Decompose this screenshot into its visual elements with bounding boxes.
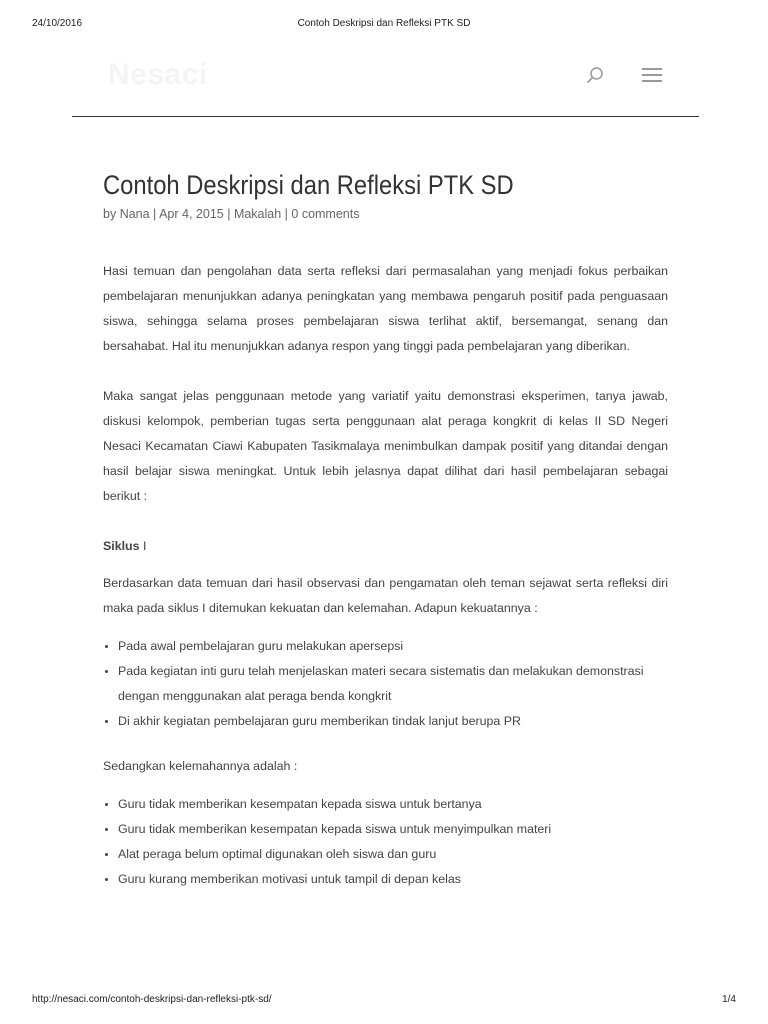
print-title: Contoh Deskripsi dan Refleksi PTK SD <box>297 18 471 29</box>
list-item: • Di akhir kegiatan pembelajaran guru memberikan tindak lanjut berupa PR <box>118 709 668 734</box>
list-item: • Guru tidak memberikan kesempatan kepada siswa untuk bertanya <box>118 792 668 817</box>
print-page-number: 1/4 <box>722 994 736 1005</box>
siklus-heading-bold: Siklus <box>103 539 140 553</box>
paragraph: Hasi temuan dan pengolahan data serta refleksi dari permasalahan yang menjadi fokus perbaikan pembelajaran menunjukkan adanya peningkatan yang membawa pengaruh positif pada penguasaan siswa, sehingga selama proses pembelajaran siswa terlihat aktif, bersemangat, senang dan bersahabat. Hal itu menunjukkan adanya respon yang tinggi pada pembelajaran yang diberikan. <box>103 264 668 353</box>
kekuatan-list <box>103 634 668 734</box>
list-item: • Guru kurang memberikan motivasi untuk tampil di depan kelas <box>118 867 668 892</box>
kelemahan-list <box>103 792 668 892</box>
post-content <box>103 259 668 892</box>
print-header <box>32 18 736 32</box>
meta-separator: | <box>149 207 160 221</box>
meta-separator: | <box>223 207 234 221</box>
post-title: Contoh Deskripsi dan Refleksi PTK SD <box>103 170 514 200</box>
print-url: http://nesaci.com/contoh-deskripsi-dan-refleksi-ptk-sd/ <box>32 994 272 1005</box>
list-item: • Pada awal pembelajaran guru melakukan apersepsi <box>118 634 668 659</box>
meta-author-link[interactable]: Nana <box>119 207 150 221</box>
print-footer <box>32 994 736 1008</box>
meta-date: Apr 4, 2015 <box>159 207 224 221</box>
site-logo[interactable]: Nesaci <box>108 58 208 91</box>
paragraph: Maka sangat jelas penggunaan metode yang variatif yaitu demonstrasi eksperimen, tanya jawab, diskusi kelompok, pemberian tugas serta penggunaan alat peraga kongkrit di kelas II SD Negeri Nesaci Kecamatan Ciawi Kabupaten Tasikmalaya menimbulkan dampak positif yang ditandai dengan hasil belajar siswa meningkat. Untuk lebih jelasnya dapat dilihat dari hasil pembelajaran sebagai berikut : <box>103 389 668 503</box>
list-item: • Guru tidak memberikan kesempatan kepada siswa untuk menyimpulkan materi <box>118 817 668 842</box>
list-item: • Alat peraga belum optimal digunakan oleh siswa dan guru <box>118 842 668 867</box>
meta-separator: | <box>281 207 292 221</box>
search-icon[interactable] <box>586 66 604 84</box>
siklus-intro: Berdasarkan data temuan dari hasil observasi dan pengamatan oleh teman sejawat serta refleksi diri maka pada siklus I ditemukan kekuatan dan kelemahan. Adapun kekuatannya : <box>103 576 668 615</box>
list-item: • Pada kegiatan inti guru telah menjelaskan materi secara sistematis dan melakukan demonstrasi dengan menggunakan alat peraga benda kongkrit <box>118 659 668 709</box>
meta-by: by <box>103 207 117 221</box>
meta-category-link[interactable]: Makalah <box>233 207 282 221</box>
print-date: 24/10/2016 <box>32 18 83 29</box>
meta-comments-link[interactable]: 0 comments <box>291 207 360 221</box>
hamburger-menu-icon[interactable] <box>642 67 664 83</box>
article <box>103 170 668 912</box>
siklus-heading <box>103 534 668 559</box>
post-meta <box>103 207 668 221</box>
siklus-numeral: I <box>139 539 147 553</box>
kelemahan-intro: Sedangkan kelemahannya adalah : <box>103 759 298 773</box>
site-header <box>72 50 699 117</box>
